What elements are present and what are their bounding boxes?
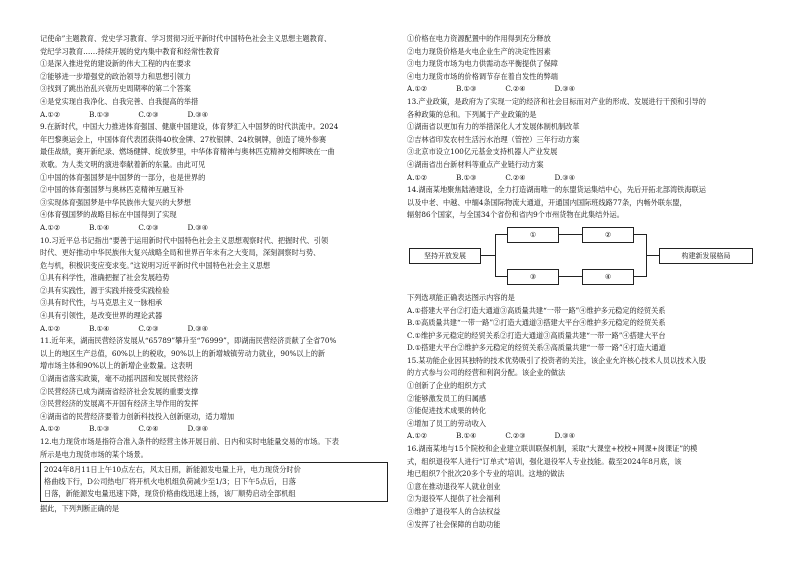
left-after-box-lines bbox=[40, 503, 392, 516]
diagram-left-box: 坚持开放发展 bbox=[409, 248, 481, 264]
text-line: 式，组织退役军人进行“订单式”培训，强化退役军人专业技能。截至2024年8月底，该 bbox=[407, 456, 682, 466]
text-line: 的方式参与公司的经营和利润分配。该企业的做法 bbox=[407, 368, 566, 378]
text-line: A.①② B.①④ C.②③ D.③④ bbox=[40, 222, 209, 232]
text-line: A.①② B.①③ C.②③ D.③④ bbox=[40, 109, 209, 119]
text-line: ④是党实现自我净化、自我完善、自我提高的举措 bbox=[40, 96, 199, 106]
connector bbox=[495, 234, 507, 235]
diagram-right-box: 构建新发展格局 bbox=[659, 248, 753, 264]
text-line: C.①维护多元稳定的经贸关系②打造大通道③高质量共建“一带一路”④搭建大平台 bbox=[407, 330, 666, 340]
text-line: B.①高质量共建“一带一路”②打造大通道③搭建大平台④维护多元稳定的经贸关系 bbox=[407, 318, 666, 328]
text-line: A.①搭建大平台②打造大通道③高质量共建“一带一路”④维护多元稳定的经贸关系 bbox=[407, 305, 666, 315]
text-line: ④湖南省的民营经济要着力创新科技投入创新驱动，适力增加 bbox=[40, 411, 235, 421]
text-line: 党纪学习教育……持续开展的党内集中教育和经常性教育 bbox=[40, 46, 220, 56]
connector bbox=[634, 276, 646, 277]
text-line: ①湖南省落实政策，毫不动摇巩固和发展民营经济 bbox=[40, 374, 199, 384]
text-line: ①意在推动退役军人就业创业 bbox=[407, 481, 501, 491]
text-line: ③具有时代性，与马克思主义一脉相承 bbox=[40, 298, 163, 308]
text-line: ②民营经济已成为湖南省经济社会发展的重要支撑 bbox=[40, 386, 199, 396]
text-line: ②中国的体育强国梦与奥林匹克精神互融互补 bbox=[40, 185, 184, 195]
text-line: ③维护了退役军人的合法权益 bbox=[407, 507, 501, 516]
text-line: ③实现体育强国梦是中华民族伟大复兴的大梦想 bbox=[40, 197, 191, 207]
text-line: ②为退役军人提供了社会福利 bbox=[407, 494, 501, 504]
text-line: 地已组织7个批次20多个专业的培训。这地的做法 bbox=[407, 469, 565, 479]
text-line: 年巴黎奥运会上，中国体育代表团获得40枚金牌、27枚银牌、24枚铜牌，创造了境外参赛 bbox=[40, 134, 327, 144]
connector bbox=[481, 255, 495, 256]
text-line: ①创新了企业的组织方式 bbox=[407, 381, 487, 391]
connector bbox=[634, 234, 646, 235]
text-line: ①是深入推进党的建设新的伟大工程的内在要求 bbox=[40, 59, 191, 69]
scenario-lines bbox=[44, 464, 384, 500]
right-question-lines-bottom bbox=[407, 292, 759, 531]
text-line: 10.习近平总书记指出“要善于运用新时代中国特色社会主义思想观察时代、把握时代、引领 bbox=[40, 235, 329, 245]
diagram-node-2: ② bbox=[582, 227, 634, 243]
text-line: ①价格在电力资源配置中的作用得到充分释放 bbox=[407, 34, 551, 43]
text-line: 辐射86个国家，与全国34个省份和省内9个市州货物在此集结外运。 bbox=[407, 210, 624, 220]
text-line: ④发挥了社会保障的自助功能 bbox=[407, 519, 501, 529]
text-line: 2024年8月11日上午10点左右，风太日照，新能源发电量上升，电力现货分时价 bbox=[44, 465, 301, 475]
text-line: 日落，新能源发电量迅速下降，现货价格曲线迅速上扬，该厂顺势启动全部机组 bbox=[44, 489, 296, 499]
scenario-box bbox=[40, 462, 388, 502]
text-line: ①湖南省以更加有力的举措深化人才发展体制机制改革 bbox=[407, 122, 580, 132]
diagram-node-4: ④ bbox=[582, 269, 634, 285]
text-line: 14.湖南某地聚焦陆港建设，全力打造湖南唯一的东盟货运集结中心，先后开拓北部湾铁海联运 bbox=[407, 185, 706, 195]
text-line: 16.湖南某地与15个院校和企业建立联训联保机制，采取“大课堂+校校+网课+岗课证”的模 bbox=[407, 444, 698, 454]
text-line: ④增加了员工的劳动收入 bbox=[407, 418, 487, 428]
connector bbox=[495, 234, 496, 277]
text-line: ③民营经济的发展离不开国有经济主导作用的发挥 bbox=[40, 399, 199, 409]
text-line: 格曲线下行，D公司热电厂将开机火电机组负荷减少至1/3；日下午5点后，日落 bbox=[44, 477, 296, 487]
text-line: ④湖南省出台新材料等重点产业链行动方案 bbox=[407, 159, 544, 169]
text-line: ③找到了跳出治乱兴衰历史周期率的第二个答案 bbox=[40, 84, 191, 94]
left-column bbox=[40, 33, 392, 516]
text-line: A.①② B.①④ C.②③ D.③④ bbox=[40, 323, 209, 333]
text-line: 以及中老、中越、中缅4条国际物流大通道，开通国内国际班线路77条，内畅外联东盟， bbox=[407, 197, 687, 207]
text-line: ③能促进技术成果的转化 bbox=[407, 406, 487, 416]
connector bbox=[559, 276, 582, 277]
text-line: ②电力现货价格是火电企业生产的决定性因素 bbox=[407, 46, 551, 56]
text-line: 所示是电力现货市场的某个场景。 bbox=[40, 449, 148, 459]
text-line: A.①② B.①③ C.②④ D.③④ bbox=[407, 172, 576, 182]
text-line: 11.近年来，湖南民营经济发展从“65789”攀升至“76999”，即湖南民营经济贡献了全省70% bbox=[40, 336, 337, 346]
text-line: ④电力现货市场的价格调节存在着自发性的弊端 bbox=[407, 71, 558, 81]
right-column bbox=[407, 33, 759, 531]
text-line: ③北京市设立100亿元基金支持机器人产业发展 bbox=[407, 147, 558, 157]
text-line: ②吉林省印发农村生活污水治理（管控）三年行动方案 bbox=[407, 134, 580, 144]
text-line: ②能够进一步增强党的政治领导力和思想引领力 bbox=[40, 71, 191, 81]
right-question-lines-top bbox=[407, 33, 759, 222]
text-line: ②能够激发员工的归属感 bbox=[407, 393, 487, 403]
text-line: 记使命”主题教育、党史学习教育、学习贯彻习近平新时代中国特色社会主义思想主题教育、 bbox=[40, 34, 332, 43]
text-line: 最佳战绩，赛开新纪录、燃场健牌、绽放梦里，中华体育精神与奥林匹克精神交相辉映在一曲 bbox=[40, 147, 335, 157]
text-line: 危与机，积极识变应变求变。”这说明习近平新时代中国特色社会主义思想 bbox=[40, 260, 271, 270]
flow-diagram bbox=[407, 224, 759, 290]
text-line: ④体育强国梦的战略目标在中国得到了实现 bbox=[40, 210, 177, 220]
text-line: D.①搭建大平台②维护多元稳定的经贸关系③高质量共建“一带一路”④打造大通道 bbox=[407, 343, 666, 353]
text-line: ②具有实践性，源于实践并接受实践检验 bbox=[40, 285, 170, 295]
text-line: 时代、更好推动中华民族伟大复兴战略全局和世界百年未有之大变局，深刻洞察时与势、 bbox=[40, 248, 321, 258]
text-line: 以上的地区生产总值，60%以上的税收，90%以上的新增城镇劳动力就业，90%以上的新 bbox=[40, 348, 326, 358]
text-line: ①中国的体育强国梦是中国梦的一部分，也是世界的 bbox=[40, 172, 206, 182]
text-line: ③电力现货市场为电力供需动态平衡提供了保障 bbox=[407, 59, 558, 69]
text-line: 13.产业政策，是政府为了实现一定的经济和社会目标而对产业的形成、发展进行干预和引导的 bbox=[407, 96, 706, 106]
text-line: 各种政策的总和。下列属于产业政策的是 bbox=[407, 109, 537, 119]
connector bbox=[646, 255, 659, 256]
text-line: 12.电力现货市场是指符合准入条件的经营主体开展日前、日内和实时电能量交易的市场。下表 bbox=[40, 437, 339, 446]
text-line: A.①② B.①③ C.②④ D.③④ bbox=[40, 424, 209, 434]
text-line: 下列选项能正确表达图示内容的是 bbox=[407, 292, 515, 302]
left-question-lines bbox=[40, 33, 392, 461]
text-line: 15.某功能企业因其独特的技术优势吸引了投资者的关注，该企业允许核心技术人员以技术入股 bbox=[407, 355, 706, 365]
text-line: 欢歌。为人类文明的演进奉献着新的东量。由此可见 bbox=[40, 159, 206, 169]
diagram-node-1: ① bbox=[507, 227, 559, 243]
text-line: 据此，下列判断正确的是 bbox=[40, 504, 120, 514]
text-line: ①具有科学性，准确把握了社会发展趋势 bbox=[40, 273, 170, 283]
diagram-node-3: ③ bbox=[507, 269, 559, 285]
connector bbox=[559, 234, 582, 235]
text-line: 9.在新时代，中国大力推进体育强国、健康中国建设，体育梦汇入中国梦的时代洪流中。2024 bbox=[40, 122, 339, 132]
text-line: A.①② B.①③ C.②④ D.③④ bbox=[407, 84, 576, 94]
text-line: A.①② B.①④ C.②③ D.③④ bbox=[407, 431, 576, 441]
text-line: 增市场主体和90%以上的新增企业数量。这表明 bbox=[40, 361, 193, 371]
connector bbox=[495, 276, 507, 277]
text-line: ④具有引领性，是改变世界的理论武器 bbox=[40, 311, 163, 321]
